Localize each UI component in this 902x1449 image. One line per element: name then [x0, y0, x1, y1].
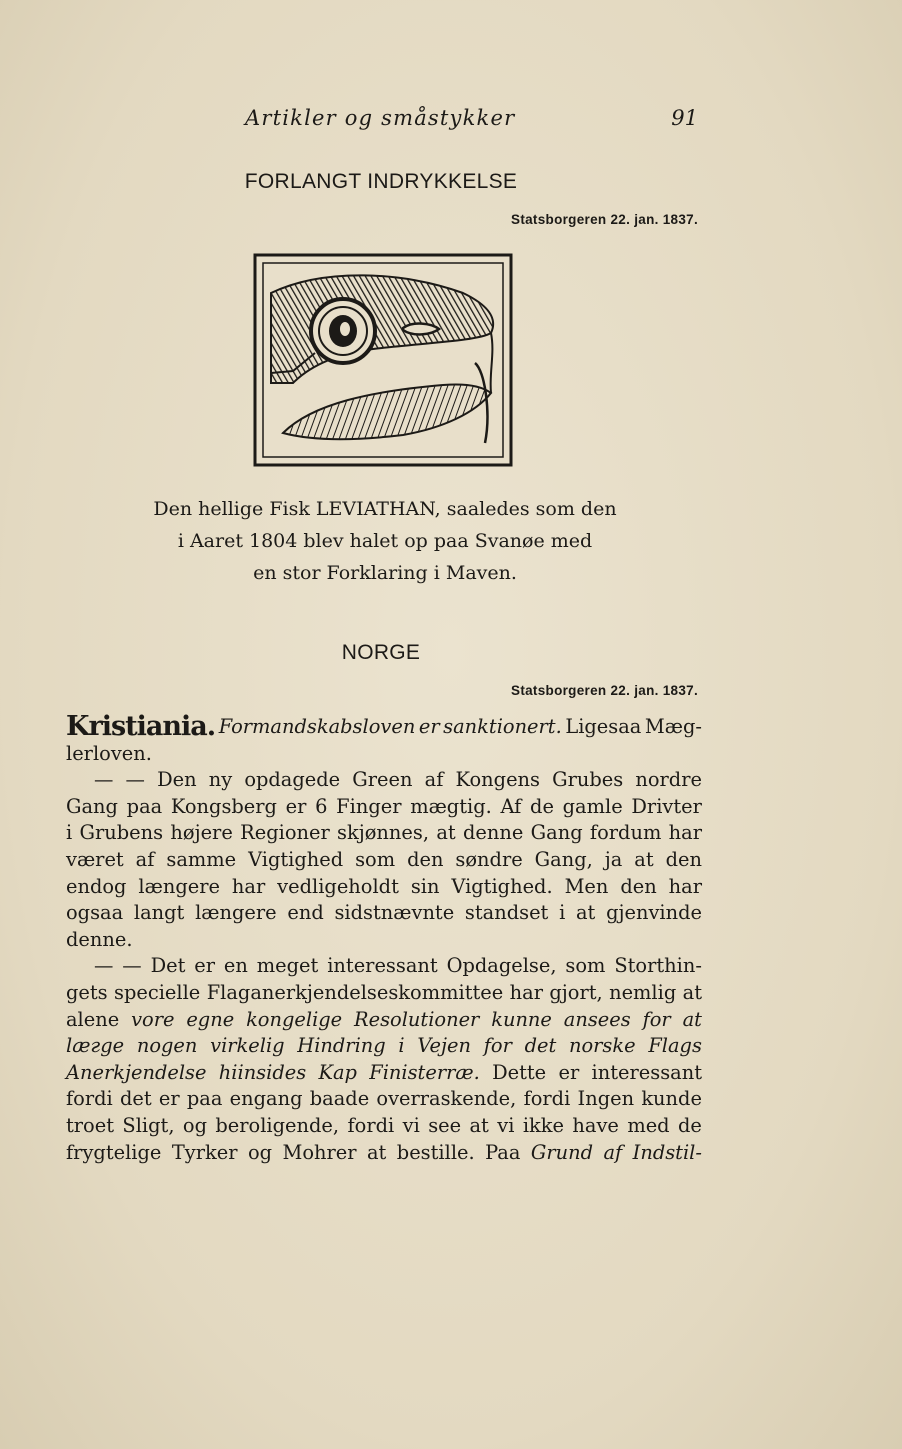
article-body [66, 711, 702, 1166]
word: Resolutioner [354, 1007, 480, 1031]
word: norske [568, 1034, 636, 1058]
word: Men [564, 874, 609, 898]
word: Grubes [552, 768, 624, 792]
word: har [509, 980, 543, 1004]
text-line [66, 980, 702, 1007]
word: Gang, [534, 847, 593, 871]
word: søndre [455, 847, 523, 871]
word: Mohrer [282, 1140, 357, 1164]
caption-line: en stor Forklaring i Maven. [253, 562, 517, 584]
word: fordum [589, 821, 662, 845]
word: kongelige [246, 1007, 343, 1031]
word: er [418, 715, 440, 738]
word: denne. [66, 927, 133, 951]
word: i [398, 1034, 405, 1058]
text-line [66, 1113, 702, 1140]
word: have [572, 1113, 619, 1137]
word: interessant [327, 954, 438, 978]
word: bestille. [396, 1140, 475, 1164]
word: at [366, 1140, 387, 1164]
text-line [66, 953, 702, 980]
word: er [285, 794, 307, 818]
word: Det [150, 954, 186, 978]
section-heading-forlangt: FORLANGT INDRYKKELSE [244, 170, 518, 193]
word: Den [157, 768, 197, 792]
running-head-title: Artikler og småstykker [245, 106, 516, 130]
word: Drivter [631, 794, 702, 818]
word: Vigtighed. [451, 874, 553, 898]
word: at [469, 1113, 489, 1137]
word: gets [66, 980, 108, 1004]
word: været [66, 847, 124, 871]
word: længere [195, 901, 277, 925]
word: kunde [641, 1087, 702, 1111]
word: længere [138, 874, 220, 898]
word: sanktionert. [443, 715, 562, 738]
word: højere [170, 821, 233, 845]
source-line-1: Statsborgeren 22. jan. 1837. [511, 212, 698, 227]
word: Dette [492, 1060, 547, 1084]
text-line [66, 820, 702, 847]
word: egne [186, 1007, 235, 1031]
word: Gang [66, 794, 118, 818]
text-line [66, 1140, 702, 1167]
word: skjønnes, [337, 821, 430, 845]
word: — [94, 954, 114, 978]
word: at [634, 847, 654, 871]
word: de [678, 1113, 702, 1137]
word: af [424, 768, 444, 792]
caption-line: i Aaret 1804 blev halet op paa Svanøe med [177, 530, 593, 552]
text-line [66, 1033, 702, 1060]
word: den [665, 847, 702, 871]
text-line [66, 927, 702, 954]
word: er [558, 1060, 580, 1084]
source-line-2: Statsborgeren 22. jan. 1837. [511, 683, 698, 698]
word: at [682, 1007, 702, 1031]
word: langt [133, 901, 185, 925]
word: hiinsides [218, 1060, 307, 1084]
word: nordre [635, 768, 702, 792]
word: Sligt, [122, 1113, 175, 1137]
word: Flags [648, 1034, 702, 1058]
word: samme [166, 847, 237, 871]
word: ikke [522, 1113, 565, 1137]
word: Green [352, 768, 413, 792]
word: Af [500, 794, 522, 818]
word: fordi [347, 1113, 395, 1137]
word: Vejen [417, 1034, 472, 1058]
running-head [245, 106, 700, 138]
word: og [182, 1113, 207, 1137]
word: Hindring [297, 1034, 386, 1058]
word: Kongens [455, 768, 540, 792]
word: Paa [485, 1140, 521, 1164]
word: Storthin- [614, 954, 702, 978]
word: Ligesaa [565, 715, 642, 738]
word: vi [497, 1113, 515, 1137]
word: Grubens [79, 821, 164, 845]
word: 6 [315, 794, 328, 818]
word: ansees [563, 1007, 631, 1031]
word: at [576, 901, 596, 925]
word: engang [229, 1087, 303, 1111]
word: Mæg- [644, 715, 702, 738]
word: meget [256, 954, 319, 978]
word: gjort, [549, 980, 603, 1004]
word: en [223, 954, 248, 978]
word: — [125, 768, 145, 792]
word: med [627, 1113, 670, 1137]
text-line [66, 1060, 702, 1087]
word: sidstnævnte [334, 901, 455, 925]
word: paa [186, 1087, 223, 1111]
word: vore [131, 1007, 175, 1031]
word: virkelig [210, 1034, 285, 1058]
text-line [66, 711, 702, 742]
word: læгge [66, 1034, 125, 1058]
word: det [119, 1087, 152, 1111]
drop-cap: Kristiania. [66, 711, 216, 742]
word: vi [402, 1113, 420, 1137]
fish-head-illustration [253, 253, 513, 467]
word: at [682, 980, 702, 1004]
word: mægtig. [410, 794, 492, 818]
woodcut-caption [100, 493, 670, 589]
word: ja [604, 847, 623, 871]
word: Kongsberg [170, 794, 277, 818]
word: standset [464, 901, 549, 925]
word: af [135, 847, 155, 871]
word: den [620, 874, 657, 898]
word: det [524, 1034, 557, 1058]
word: Indstil- [632, 1140, 702, 1164]
word: alene [66, 1007, 120, 1031]
word: Kap [318, 1060, 357, 1084]
word: har [668, 821, 702, 845]
word: Regioner [240, 821, 330, 845]
text-line [66, 874, 702, 901]
word: Gang [530, 821, 583, 845]
word: overraskende, [376, 1087, 517, 1111]
word: Finisterræ. [369, 1060, 480, 1084]
word: interessant [591, 1060, 702, 1084]
word: Opdagelse, [446, 954, 557, 978]
word: Ingen [577, 1087, 635, 1111]
word: Finger [336, 794, 402, 818]
word: fordi [66, 1087, 113, 1111]
word: endog [66, 874, 127, 898]
word: Vigtighed [248, 847, 344, 871]
word: Anerkjendelse [66, 1060, 207, 1084]
word: see [428, 1113, 462, 1137]
word: som [565, 954, 606, 978]
text-line [66, 1007, 702, 1034]
word: fordi [523, 1087, 571, 1111]
word: ny [208, 768, 233, 792]
word: og [247, 1140, 273, 1164]
word: Formandskabsloven [218, 715, 416, 738]
word: baade [309, 1087, 370, 1111]
word: er [194, 954, 216, 978]
word: paa [126, 794, 163, 818]
text-line [66, 741, 702, 768]
word: vedligeholdt [277, 874, 399, 898]
word: har [231, 874, 266, 898]
caption-line: Den hellige Fisk LEVIATHAN, saaledes som den [153, 498, 617, 520]
word: Grund [530, 1140, 594, 1164]
word: — [122, 954, 142, 978]
text-line [66, 900, 702, 927]
word: denne [463, 821, 524, 845]
word: gamle [562, 794, 623, 818]
word: lerloven. [66, 741, 152, 765]
word: — [94, 768, 114, 792]
word: opdagede [244, 768, 341, 792]
text-line [66, 1086, 702, 1113]
word: for [642, 1007, 671, 1031]
word: i [66, 821, 73, 845]
word: gjenvinde [606, 901, 702, 925]
word: troet [66, 1113, 115, 1137]
word: Flaganerkjendelseskommittee [206, 980, 504, 1004]
word: i [559, 901, 566, 925]
word: specielle [114, 980, 201, 1004]
text-line [66, 767, 702, 794]
text-line [66, 794, 702, 821]
word: den [407, 847, 444, 871]
word: de [530, 794, 554, 818]
word: nemlig [609, 980, 677, 1004]
word: at [436, 821, 456, 845]
word: kunne [491, 1007, 552, 1031]
word: har [668, 874, 702, 898]
word: sin [410, 874, 440, 898]
page-number: 91 [671, 106, 698, 130]
word: for [483, 1034, 512, 1058]
word: ogsaa [66, 901, 124, 925]
word: af [603, 1140, 623, 1164]
word: nogen [136, 1034, 198, 1058]
word: som [355, 847, 396, 871]
word: Tyrker [171, 1140, 238, 1164]
leviathan-woodcut [253, 253, 513, 467]
word: end [287, 901, 324, 925]
text-line [66, 847, 702, 874]
word: beroligende, [215, 1113, 340, 1137]
section-heading-norge: NORGE [341, 641, 421, 664]
word: er [158, 1087, 180, 1111]
word: frygtelige [66, 1140, 162, 1164]
